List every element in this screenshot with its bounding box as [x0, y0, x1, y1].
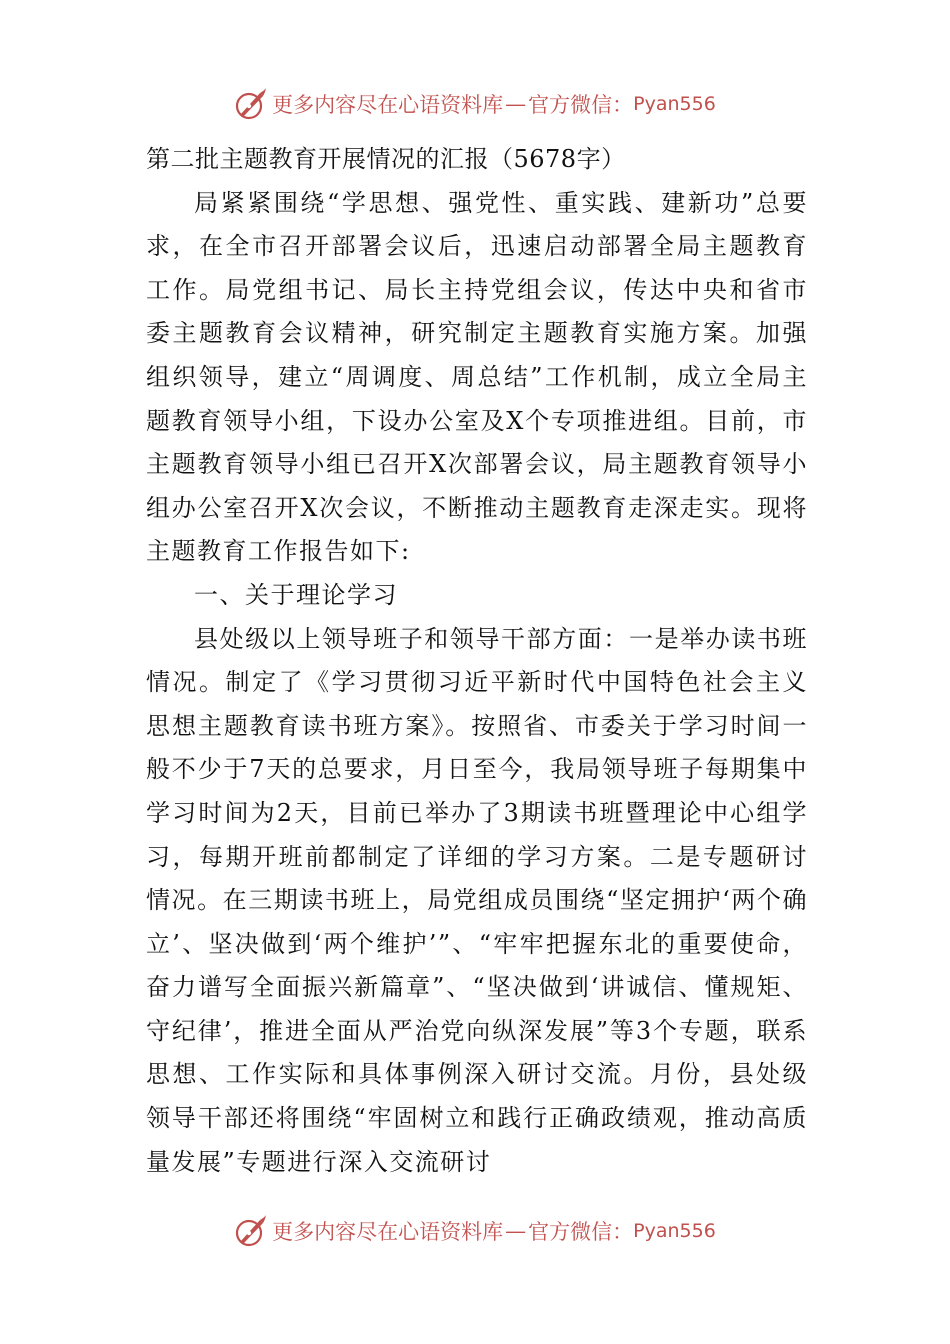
- section-heading: 一、关于理论学习: [194, 580, 398, 609]
- watermark-banner-bottom: [0, 1211, 950, 1251]
- watermark-banner-top: [0, 84, 950, 124]
- quill-logo-icon: [234, 1214, 268, 1248]
- watermark-wechat-id: Pyan556: [633, 93, 716, 115]
- watermark-wechat-id: Pyan556: [633, 1220, 716, 1242]
- watermark-dash: —: [505, 1219, 527, 1243]
- quill-logo-icon: [234, 87, 268, 121]
- document-body: [146, 138, 808, 1184]
- document-title: 第二批主题教育开展情况的汇报（5678字）: [146, 145, 626, 173]
- watermark-label: 官方微信：: [528, 93, 634, 117]
- watermark-text: 更多内容尽在心语资料库: [272, 1220, 504, 1244]
- paragraph-theory-study: 县处级以上领导班子和领导干部方面：一是举办读书班情况。制定了《学习贯彻习近平新时代中国特色社会主义思想主题教育读书班方案》。按照省、市委关于学习时间一般不少于7天的总要求，月日至今，我局领导班子每期集中学习时间为2天，目前已举办了3期读书班暨理论中心组学习，每期开班前都制定了详细的学习方案。二是专题研讨情况。在三期读书班上，局党组成员围绕“坚定拥护‘两个确立’、坚决做到‘两个维护’”、“牢牢把握东北的重要使命，奋力谱写全面振兴新篇章”、“坚决做到‘讲诚信、懂规矩、守纪律’，推进全面从严治党向纵深发展”等3个专题，联系思想、工作实际和具体事例深入研讨交流。月份，县处级领导干部还将围绕“牢固树立和践行正确政绩观，推动高质量发展”专题进行深入交流研讨: [146, 624, 808, 1176]
- watermark-text: 更多内容尽在心语资料库: [272, 93, 504, 117]
- watermark-dash: —: [505, 92, 527, 116]
- paragraph-intro: 局紧紧围绕“学思想、强党性、重实践、建新功”总要求，在全市召开部署会议后，迅速启动部署全局主题教育工作。局党组书记、局长主持党组会议，传达中央和省市委主题教育会议精神，研究制定主题教育实施方案。加强组织领导，建立“周调度、周总结”工作机制，成立全局主题教育领导小组，下设办公室及X个专项推进组。目前，市主题教育领导小组已召开X次部署会议，局主题教育领导小组办公室召开X次会议，不断推动主题教育走深走实。现将主题教育工作报告如下:: [146, 188, 808, 566]
- watermark-label: 官方微信：: [528, 1220, 634, 1244]
